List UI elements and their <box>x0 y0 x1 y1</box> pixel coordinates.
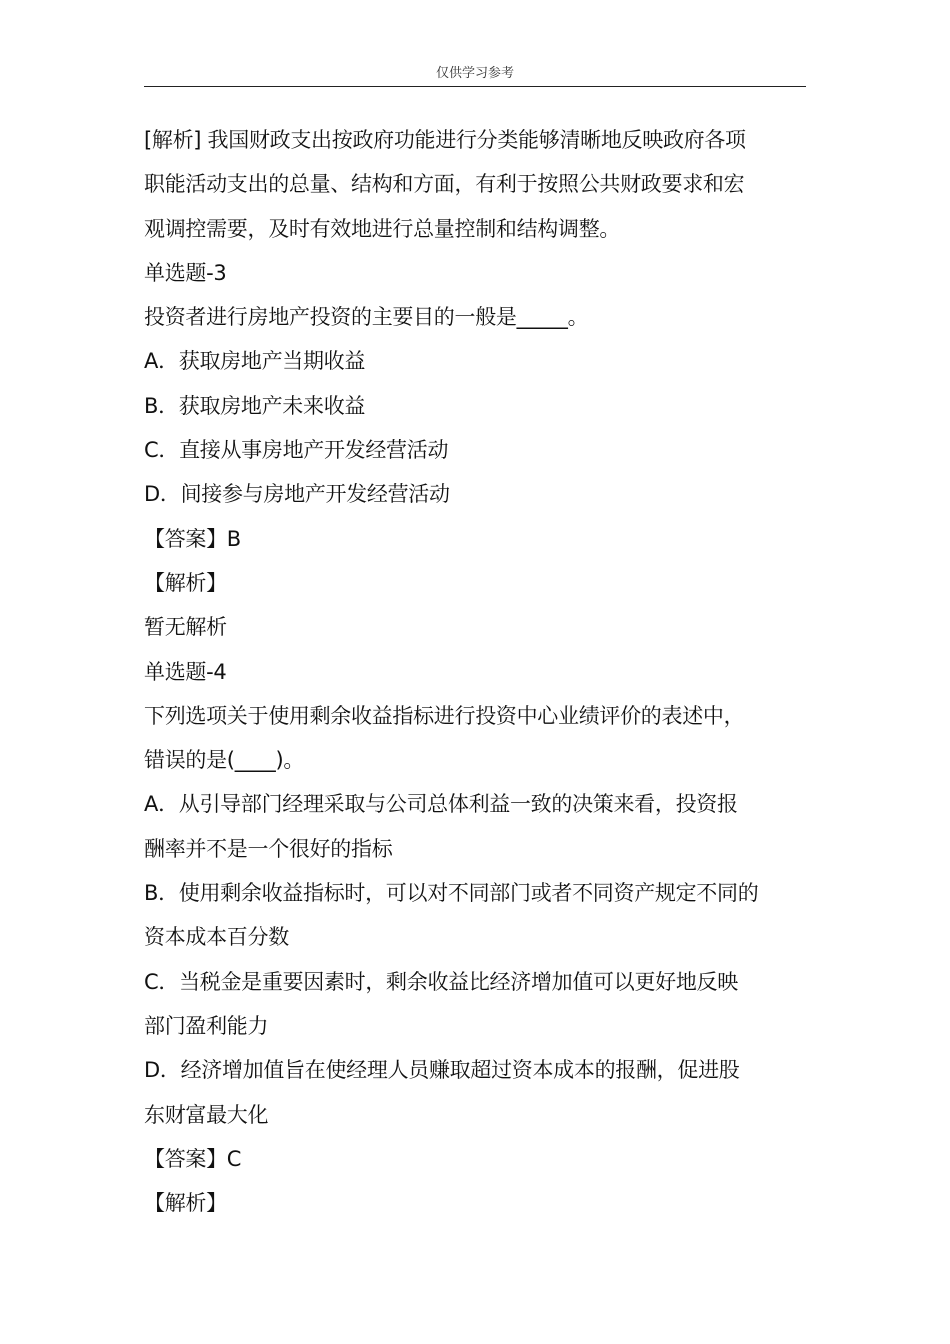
question-4-option-b-line-1: B．使用剩余收益指标时，可以对不同部门或者不同资产规定不同的 <box>144 881 759 906</box>
analysis-line-3: 观调控需要，及时有效地进行总量控制和结构调整。 <box>144 216 621 241</box>
question-4-analysis-label: 【解析】 <box>144 1191 227 1216</box>
question-4-option-d-line-1: D．经济增加值旨在使经理人员赚取超过资本成本的报酬，促进股 <box>144 1058 740 1083</box>
question-4-option-c-line-2: 部门盈利能力 <box>144 1013 269 1038</box>
question-3-option-c: C．直接从事房地产开发经营活动 <box>144 438 449 463</box>
analysis-line-2: 职能活动支出的总量、结构和方面，有利于按照公共财政要求和宏 <box>144 172 745 197</box>
question-4-stem-line-2: 错误的是(____)。 <box>144 748 305 773</box>
question-4-answer: 【答案】C <box>144 1146 242 1171</box>
question-4-option-c-line-1: C．当税金是重要因素时，剩余收益比经济增加值可以更好地反映 <box>144 969 738 994</box>
question-3-analysis-label: 【解析】 <box>144 570 227 595</box>
question-3-answer: 【答案】B <box>144 526 241 551</box>
question-3-option-d: D．间接参与房地产开发经营活动 <box>144 482 450 507</box>
question-4-option-a-line-2: 酬率并不是一个很好的指标 <box>144 836 393 861</box>
question-3-option-b: B．获取房地产未来收益 <box>144 393 366 418</box>
document-body <box>144 118 808 1225</box>
page-header <box>144 62 806 87</box>
question-4-heading: 单选题-4 <box>144 659 227 684</box>
question-3-option-a: A．获取房地产当期收益 <box>144 349 366 374</box>
question-4-option-b-line-2: 资本成本百分数 <box>144 925 289 950</box>
question-4-stem-line-1: 下列选项关于使用剩余收益指标进行投资中心业绩评价的表述中， <box>144 703 745 728</box>
question-4-option-d-line-2: 东财富最大化 <box>144 1102 269 1127</box>
question-4-option-a-line-1: A．从引导部门经理采取与公司总体利益一致的决策来看，投资报 <box>144 792 738 817</box>
analysis-line-1: [解析] 我国财政支出按政府功能进行分类能够清晰地反映政府各项 <box>144 128 746 152</box>
question-3-analysis-text: 暂无解析 <box>144 615 227 640</box>
header-title: 仅供学习参考 <box>435 66 514 81</box>
question-3-heading: 单选题-3 <box>144 260 227 285</box>
question-3-stem: 投资者进行房地产投资的主要目的一般是_____。 <box>144 305 589 330</box>
